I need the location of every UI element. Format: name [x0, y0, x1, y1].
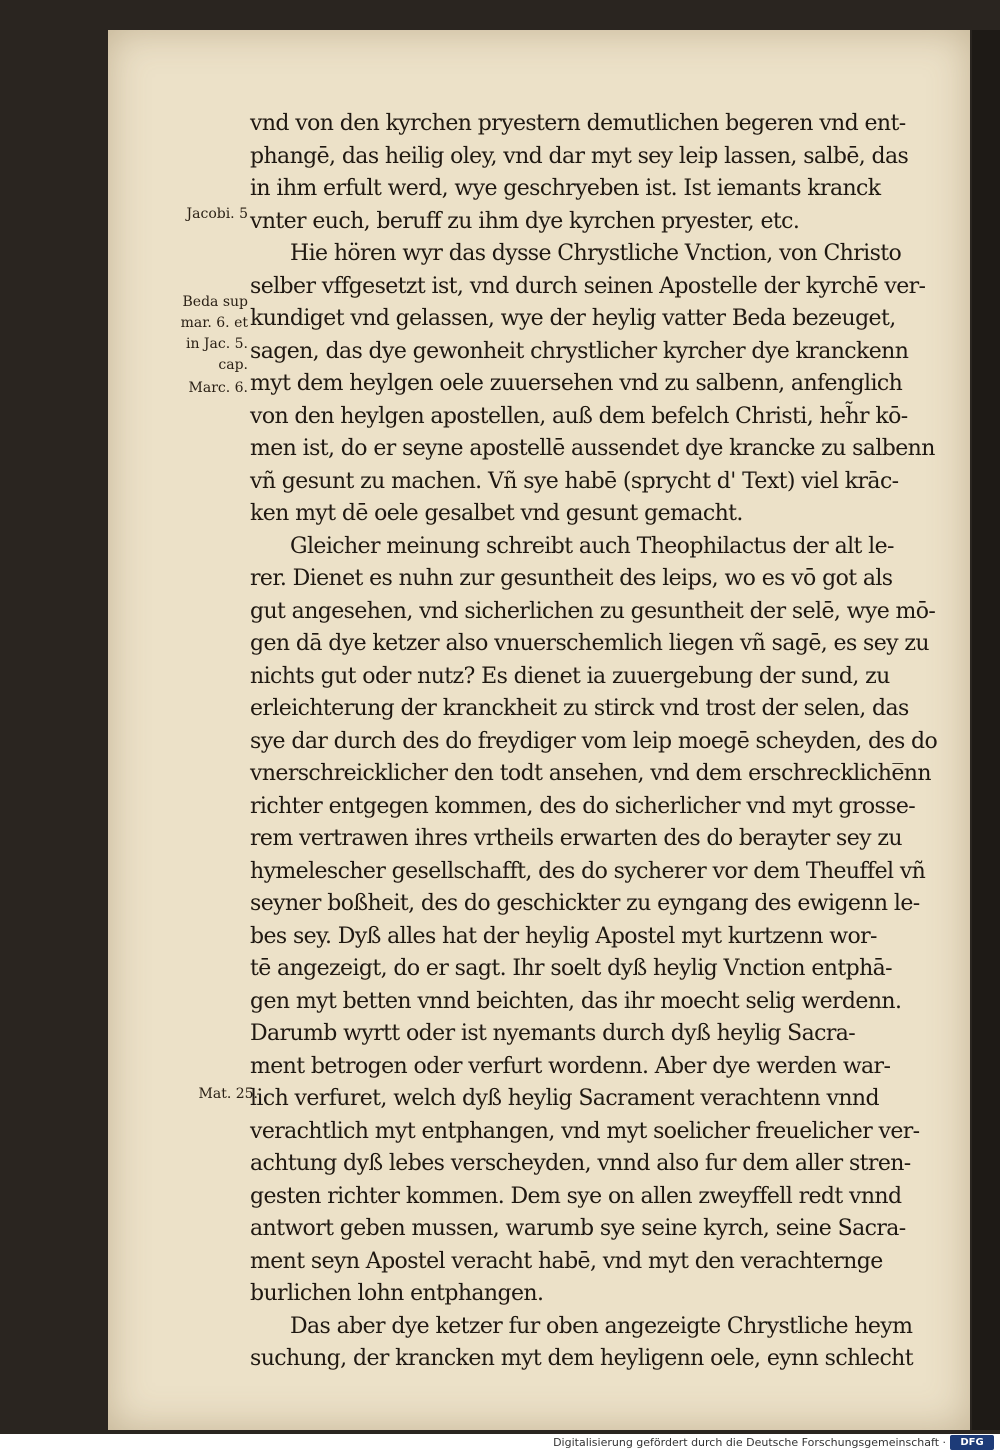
text-line: vnter euch, beruff zu ihm dye kyrchen pryester, etc. [250, 208, 800, 234]
text-line: men ist, do er seyne apostellē aussendet dye krancke zu salbenn [250, 436, 935, 461]
margin-note: mar. 6. et [180, 315, 248, 331]
text-line: Das aber dye ketzer fur oben angezeigte Chrystliche heym [290, 1313, 913, 1339]
text-line: tē angezeigt, do er sagt. Ihr soelt dyß heylig Vnction entphā- [250, 956, 893, 981]
text-line: vnerschreicklicher den todt ansehen, vnd dem erschreckliche̅nn [250, 761, 931, 786]
text-line: selber vffgesetzt ist, vnd durch seinen Apostelle der kyrchē ver- [250, 273, 926, 299]
text-line: sye dar durch des do freydiger vom leip moegē scheyden, des do [250, 728, 938, 754]
margin-note: Marc. 6. [188, 380, 248, 396]
text-line: vnd von den kyrchen pryestern demutlichen begeren vnd ent- [250, 111, 906, 136]
margin-note: Jacobi. 5 [186, 206, 248, 222]
text-line: gesten richter kommen. Dem sye on allen zweyffell redt vnnd [250, 1183, 902, 1209]
margin-note: cap. [218, 357, 248, 373]
text-line: gen dā dye ketzer also vnuerschemlich liegen vñ sagē, es sey zu [250, 631, 929, 656]
text-line: phangē, das heilig oley, vnd dar myt sey leip lassen, salbē, das [250, 143, 909, 169]
text-line: in ihm erfult werd, wye geschryeben ist. Ist iemants kranck [250, 176, 881, 201]
text-line: myt dem heylgen oele zuuersehen vnd zu salbenn, anfenglich [250, 371, 903, 396]
text-line: rer. Dienet es nuhn zur gesuntheit des leips, wo es vō got als [250, 566, 893, 591]
page-edge [972, 30, 1000, 1430]
text-line: Gleicher meinung schreibt auch Theophilactus der alt le- [290, 533, 894, 559]
funding-notice: Digitalisierung gefördert durch die Deutsche Forschungsgemeinschaft · [553, 1436, 946, 1449]
margin-note: Beda sup [182, 294, 248, 310]
text-line: von den heylgen apostellen, auß dem befelch Christi, heh̃r kō- [250, 403, 908, 429]
text-line: erleichterung der kranckheit zu stirck vnd trost der selen, das [250, 696, 909, 721]
footer-bar [0, 1434, 1000, 1452]
text-line: ken myt dē oele gesalbet vnd gesunt gemacht. [250, 501, 743, 526]
text-line: gen myt betten vnnd beichten, das ihr moecht selig werdenn. [250, 988, 902, 1014]
text-line: Hie hören wyr das dysse Chrystliche Vnction, von Christo [290, 241, 902, 266]
text-line: rem vertrawen ihres vrtheils erwarten des do berayter sey zu [250, 826, 902, 851]
text-line: richter entgegen kommen, des do sicherlicher vnd myt grosse- [250, 793, 916, 819]
body-text [250, 108, 970, 1376]
text-line: antwort geben mussen, warumb sye seine kyrch, seine Sacra- [250, 1216, 906, 1241]
text-line: ment seyn Apostel veracht habē, vnd myt den verachternge [250, 1248, 883, 1274]
text-line: ment betrogen oder verfurt wordenn. Aber dye werden war- [250, 1053, 891, 1079]
text-line: sagen, das dye gewonheit chrystlicher kyrcher dye kranckenn [250, 338, 909, 364]
text-line: lich verfuret, welch dyß heylig Sacrament verachtenn vnnd [250, 1086, 879, 1111]
text-line: burlichen lohn entphangen. [250, 1281, 544, 1306]
text-line: hymelescher gesellschafft, des do sycherer vor dem Theuffel vñ [250, 858, 926, 884]
margin-note: Mat. 25. [198, 1086, 258, 1102]
text-line: nichts gut oder nutz? Es dienet ia zuuergebung der sund, zu [250, 663, 890, 689]
text-line: vñ gesunt zu machen. Vñ sye habē (sprycht d' Text) viel krāc- [250, 468, 899, 494]
margin-note: in Jac. 5. [185, 336, 248, 352]
text-line: seyner boßheit, des do geschickter zu eyngang des ewigenn le- [250, 891, 920, 916]
text-line: bes sey. Dyß alles hat der heylig Apostel myt kurtzenn wor- [250, 923, 877, 949]
text-line: kundiget vnd gelassen, wye der heylig vatter Beda bezeuget, [250, 306, 896, 331]
text-line: achtung dyß lebes verscheyden, vnnd also fur dem aller stren- [250, 1151, 911, 1176]
text-line: verachtlich myt entphangen, vnd myt soelicher freuelicher ver- [250, 1118, 920, 1144]
text-line: gut angesehen, vnd sicherlichen zu gesuntheit der selē, wye mō- [250, 598, 936, 624]
dfg-logo: DFG [950, 1435, 994, 1450]
text-line: suchung, der krancken myt dem heyligenn oele, eynn schlecht [250, 1346, 913, 1371]
text-line: Darumb wyrtt oder ist nyemants durch dyß heylig Sacra- [250, 1021, 856, 1046]
